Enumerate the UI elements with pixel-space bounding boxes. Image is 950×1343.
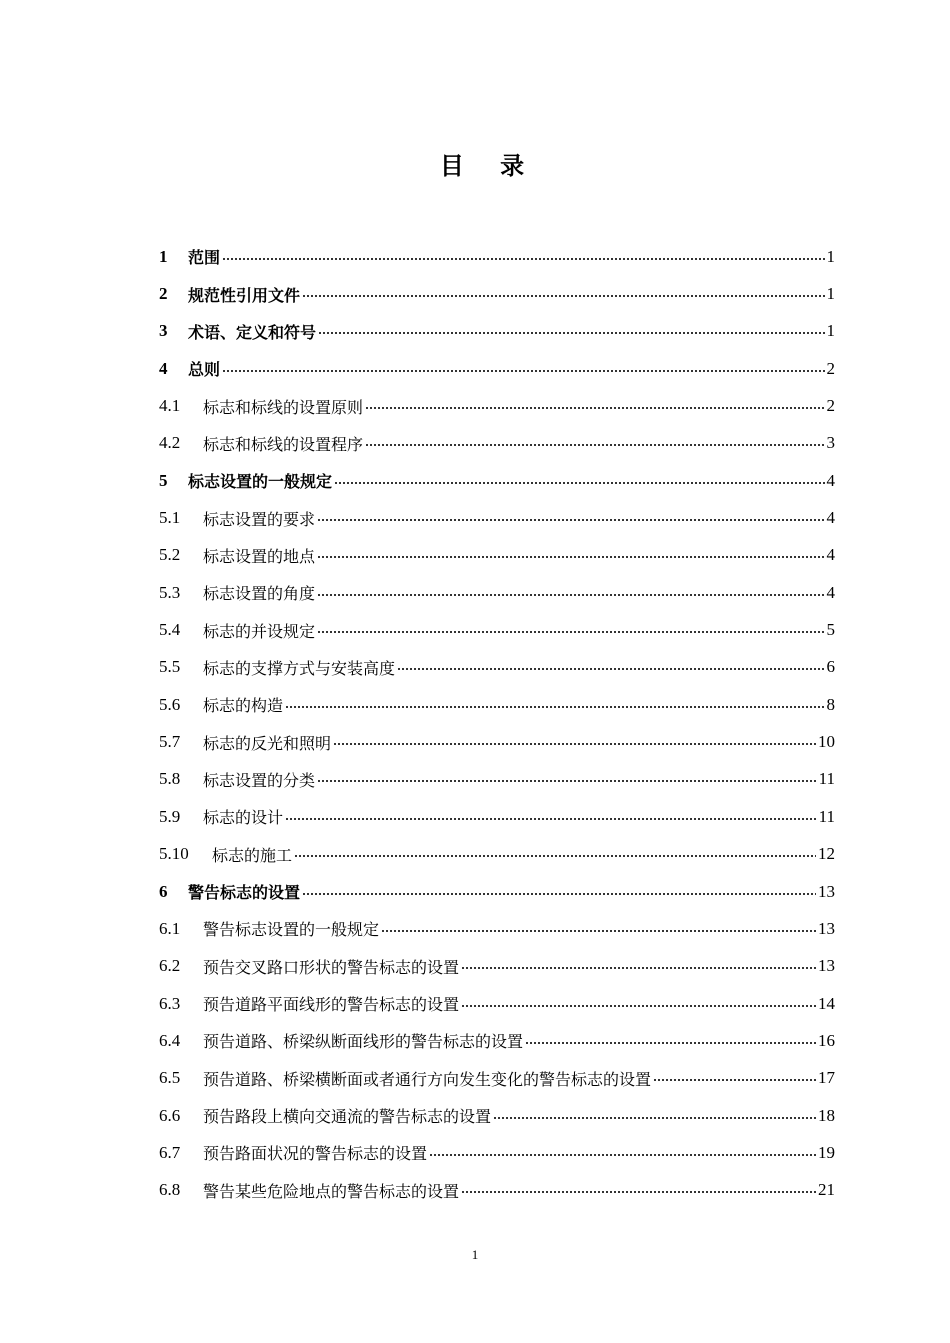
dot-leader	[302, 893, 816, 895]
dot-leader	[461, 1191, 816, 1193]
toc-entry-number: 5.6	[159, 694, 181, 714]
dot-leader	[429, 1154, 816, 1156]
toc-entry[interactable]	[159, 574, 835, 611]
toc-entry[interactable]	[159, 499, 835, 536]
dot-leader	[302, 295, 824, 297]
toc-entry-label: 预告交叉路口形状的警告标志的设置	[203, 957, 460, 977]
dot-leader	[317, 780, 817, 782]
toc-entry-label: 总则	[188, 360, 221, 380]
toc-entry-number: 5.10	[159, 844, 189, 864]
toc-entry-page: 13	[818, 881, 835, 901]
toc-entry-number: 4.2	[159, 433, 181, 453]
toc-entry[interactable]	[159, 537, 835, 574]
table-of-contents	[159, 238, 835, 1209]
toc-entry[interactable]	[159, 836, 835, 873]
dot-leader	[333, 743, 816, 745]
toc-entry-page: 1	[826, 321, 835, 341]
toc-entry-label: 范围	[188, 248, 221, 268]
toc-entry[interactable]	[159, 462, 835, 499]
toc-entry-number: 5.8	[159, 769, 181, 789]
toc-entry[interactable]	[159, 686, 835, 723]
dot-leader	[222, 370, 824, 372]
toc-entry-label: 规范性引用文件	[188, 285, 301, 305]
toc-entry-label: 警告标志的设置	[188, 883, 301, 903]
toc-entry-number: 5.1	[159, 508, 181, 528]
dot-leader	[285, 818, 817, 820]
toc-entry-number: 5.5	[159, 657, 181, 677]
toc-entry-number: 6.8	[159, 1180, 181, 1200]
toc-entry[interactable]	[159, 798, 835, 835]
toc-entry[interactable]	[159, 238, 835, 275]
toc-entry-page: 17	[818, 1068, 835, 1088]
dot-leader	[397, 668, 824, 670]
toc-entry-label: 标志的构造	[203, 696, 284, 716]
dot-leader	[317, 594, 824, 596]
toc-entry-label: 警告某些危险地点的警告标志的设置	[203, 1181, 460, 1201]
dot-leader	[653, 1079, 816, 1081]
toc-entry-label: 标志的反光和照明	[203, 733, 332, 753]
toc-entry-number: 1	[159, 246, 168, 266]
toc-entry-label: 标志设置的分类	[203, 770, 316, 790]
toc-entry-page: 1	[826, 284, 835, 304]
toc-entry-page: 4	[826, 545, 835, 565]
toc-entry-label: 预告道路、桥梁横断面或者通行方向发生变化的警告标志的设置	[203, 1069, 652, 1089]
toc-entry-label: 标志和标线的设置程序	[203, 434, 364, 454]
toc-entry-page: 4	[826, 508, 835, 528]
toc-entry[interactable]	[159, 387, 835, 424]
toc-entry[interactable]	[159, 1172, 835, 1209]
toc-entry[interactable]	[159, 948, 835, 985]
toc-entry-label: 标志和标线的设置原则	[203, 397, 364, 417]
dot-leader	[317, 631, 824, 633]
toc-entry[interactable]	[159, 350, 835, 387]
toc-entry-number: 6	[159, 881, 168, 901]
dot-leader	[381, 930, 816, 932]
toc-entry-label: 标志设置的一般规定	[188, 472, 333, 492]
toc-entry-number: 2	[159, 284, 168, 304]
toc-entry-page: 13	[818, 956, 835, 976]
toc-entry-page: 4	[826, 582, 835, 602]
toc-entry-page: 13	[818, 918, 835, 938]
toc-entry-label: 标志设置的地点	[203, 546, 316, 566]
dot-leader	[525, 1042, 816, 1044]
toc-entry-label: 预告路面状况的警告标志的设置	[203, 1144, 428, 1164]
toc-entry-number: 5	[159, 470, 168, 490]
toc-entry-number: 4	[159, 358, 168, 378]
toc-entry[interactable]	[159, 910, 835, 947]
dot-leader	[222, 258, 824, 260]
toc-entry-page: 2	[826, 396, 835, 416]
toc-entry-label: 预告道路平面线形的警告标志的设置	[203, 995, 460, 1015]
page-title: 目 录	[439, 152, 539, 180]
toc-entry[interactable]	[159, 1134, 835, 1171]
toc-entry[interactable]	[159, 1097, 835, 1134]
dot-leader	[334, 482, 824, 484]
toc-entry-page: 11	[818, 806, 835, 826]
toc-entry[interactable]	[159, 761, 835, 798]
toc-entry-label: 标志设置的要求	[203, 509, 316, 529]
toc-entry-number: 6.4	[159, 1030, 181, 1050]
toc-entry-page: 6	[826, 657, 835, 677]
dot-leader	[365, 444, 824, 446]
toc-entry-page: 5	[826, 620, 835, 640]
toc-entry[interactable]	[159, 313, 835, 350]
toc-entry[interactable]	[159, 873, 835, 910]
toc-entry-page: 3	[826, 433, 835, 453]
toc-entry-label: 术语、定义和符号	[188, 322, 317, 342]
toc-entry-number: 5.2	[159, 545, 181, 565]
toc-entry-page: 12	[818, 844, 835, 864]
toc-entry-number: 5.3	[159, 582, 181, 602]
toc-entry-label: 警告标志设置的一般规定	[203, 920, 380, 940]
toc-entry-number: 6.5	[159, 1068, 181, 1088]
toc-entry-page: 18	[818, 1105, 835, 1125]
toc-entry-number: 3	[159, 321, 168, 341]
toc-entry[interactable]	[159, 1022, 835, 1059]
toc-entry-label: 标志的并设规定	[203, 621, 316, 641]
dot-leader	[294, 855, 816, 857]
toc-entry-number: 5.9	[159, 806, 181, 826]
toc-entry[interactable]	[159, 425, 835, 462]
toc-entry-label: 标志的设计	[203, 808, 284, 828]
toc-entry[interactable]	[159, 649, 835, 686]
toc-entry-number: 6.3	[159, 993, 181, 1013]
toc-entry-page: 11	[818, 769, 835, 789]
toc-entry-number: 6.1	[159, 918, 181, 938]
toc-entry-page: 14	[818, 993, 835, 1013]
dot-leader	[461, 1005, 816, 1007]
dot-leader	[493, 1117, 816, 1119]
toc-entry-label: 标志设置的角度	[203, 584, 316, 604]
toc-entry[interactable]	[159, 985, 835, 1022]
toc-entry[interactable]	[159, 723, 835, 760]
toc-entry[interactable]	[159, 611, 835, 648]
toc-entry-number: 5.7	[159, 732, 181, 752]
toc-entry-label: 标志的支撑方式与安装高度	[203, 658, 396, 678]
toc-entry-page: 4	[826, 470, 835, 490]
toc-entry-number: 6.2	[159, 956, 181, 976]
toc-entry-page: 16	[818, 1030, 835, 1050]
toc-entry-number: 5.4	[159, 620, 181, 640]
toc-entry-page: 19	[818, 1142, 835, 1162]
toc-entry-number: 4.1	[159, 396, 181, 416]
toc-entry[interactable]	[159, 1060, 835, 1097]
footer-page-number: 1	[471, 1247, 479, 1262]
dot-leader	[285, 706, 824, 708]
dot-leader	[461, 967, 816, 969]
toc-entry-page: 10	[818, 732, 835, 752]
toc-entry-label: 预告道路、桥梁纵断面线形的警告标志的设置	[203, 1032, 524, 1052]
dot-leader	[317, 556, 824, 558]
toc-entry-label: 预告路段上横向交通流的警告标志的设置	[203, 1107, 492, 1127]
toc-entry[interactable]	[159, 275, 835, 312]
dot-leader	[317, 519, 824, 521]
toc-entry-page: 8	[826, 694, 835, 714]
toc-entry-page: 21	[818, 1180, 835, 1200]
dot-leader	[318, 332, 824, 334]
toc-entry-number: 6.6	[159, 1105, 181, 1125]
toc-entry-number: 6.7	[159, 1142, 181, 1162]
dot-leader	[365, 407, 824, 409]
toc-entry-label: 标志的施工	[212, 845, 293, 865]
toc-entry-page: 1	[826, 246, 835, 266]
toc-entry-page: 2	[826, 358, 835, 378]
